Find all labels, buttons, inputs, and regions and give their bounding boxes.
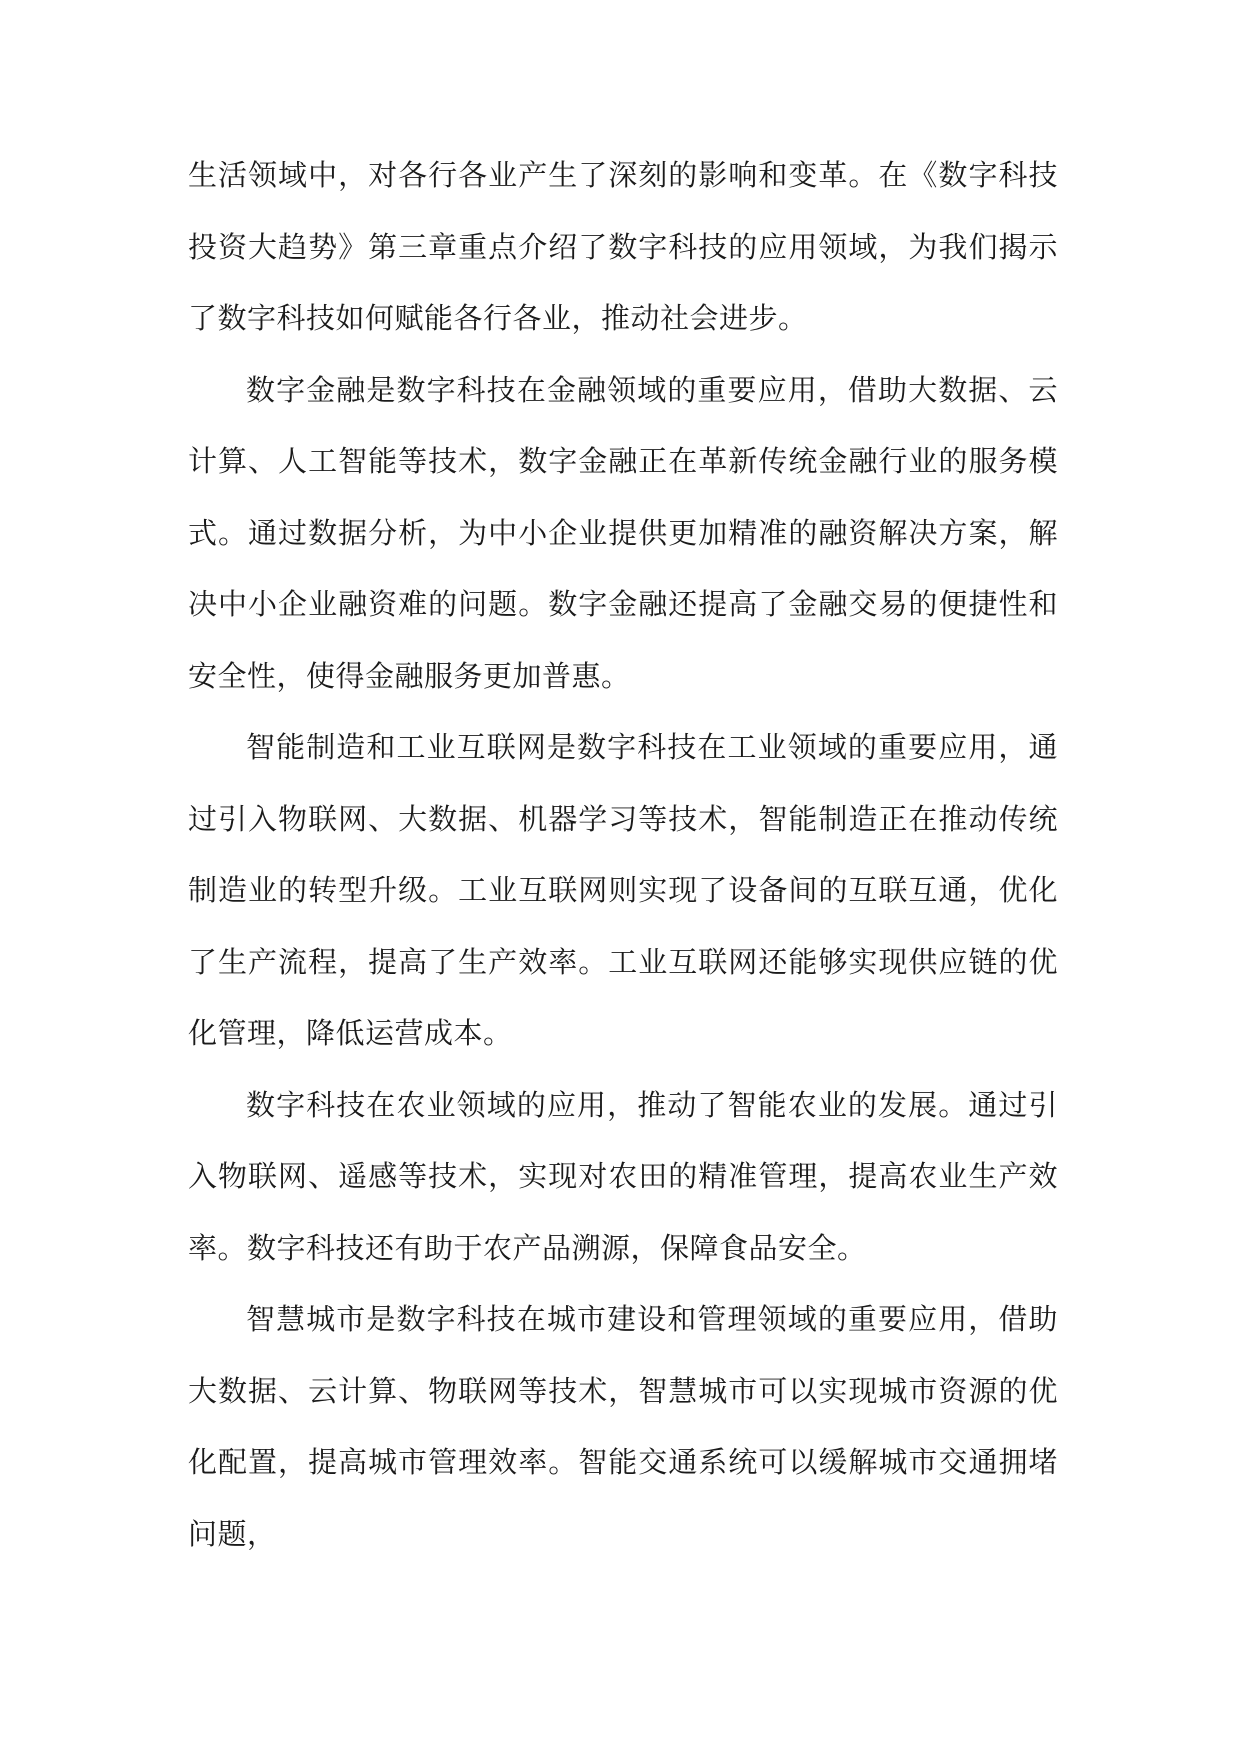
- paragraph-smart-agriculture: 数字科技在农业领域的应用，推动了智能农业的发展。通过引入物联网、遥感等技术，实现对农田的精准管理，提高农业生产效率。数字科技还有助于农产品溯源，保障食品安全。: [188, 1087, 1058, 1265]
- document-body: [188, 140, 1058, 1570]
- paragraph-digital-finance: 数字金融是数字科技在金融领域的重要应用，借助大数据、云计算、人工智能等技术，数字金融正在革新传统金融行业的服务模式。通过数据分析，为中小企业提供更加精准的融资解决方案，解决中小企业融资难的问题。数字金融还提高了金融交易的便捷性和安全性，使得金融服务更加普惠。: [188, 372, 1058, 693]
- paragraph-continuation: 生活领域中，对各行各业产生了深刻的影响和变革。在《数字科技投资大趋势》第三章重点介绍了数字科技的应用领域，为我们揭示了数字科技如何赋能各行各业，推动社会进步。: [188, 158, 1058, 335]
- paragraph-smart-city: 智慧城市是数字科技在城市建设和管理领域的重要应用，借助大数据、云计算、物联网等技术，智慧城市可以实现城市资源的优化配置，提高城市管理效率。智能交通系统可以缓解城市交通拥堵问题，: [188, 1302, 1058, 1551]
- paragraph-smart-manufacturing: 智能制造和工业互联网是数字科技在工业领域的重要应用，通过引入物联网、大数据、机器学习等技术，智能制造正在推动传统制造业的转型升级。工业互联网则实现了设备间的互联互通，优化了生产流程，提高了生产效率。工业互联网还能够实现供应链的优化管理，降低运营成本。: [188, 730, 1058, 1050]
